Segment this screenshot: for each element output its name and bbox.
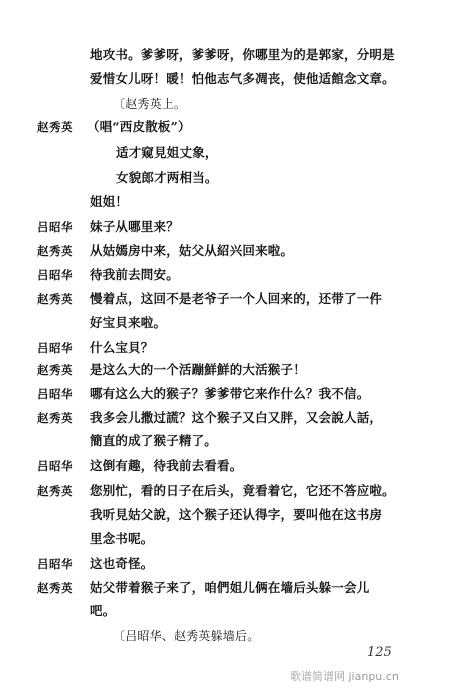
dialogue-line: 姐姐！ bbox=[90, 194, 129, 209]
speaker-name: 吕昭华 bbox=[37, 557, 73, 571]
speaker-name: 吕昭华 bbox=[37, 220, 73, 234]
verse-line: 女貌郎才两相当。 bbox=[116, 170, 218, 185]
speaker-name: 吕昭华 bbox=[37, 341, 73, 355]
dialogue-line: 里念书呢。 bbox=[90, 531, 154, 546]
dialogue-line: 姑父带着猴子来了，咱們姐儿俩在墙后头躲一会儿 bbox=[90, 580, 370, 595]
speaker-name: 赵秀英 bbox=[37, 292, 73, 306]
watermark: 歌谱简谱网 jianpu.cn bbox=[290, 670, 399, 683]
dialogue-line: 吧。 bbox=[90, 603, 116, 618]
dialogue-line: 好宝貝来啦。 bbox=[90, 315, 167, 330]
speaker-name: 赵秀英 bbox=[37, 484, 73, 498]
stage-direction: 〔赵秀英上。 bbox=[113, 97, 187, 111]
speaker-name: 吕昭华 bbox=[37, 459, 73, 473]
dialogue-line: 簡直的成了猴子精了。 bbox=[90, 433, 218, 448]
dialogue-line: 妹子从哪里来？ bbox=[90, 219, 179, 234]
dialogue-line: 爱惜女儿呀！暖！怕他志气多凋丧，使他适館念文章。 bbox=[90, 71, 395, 86]
dialogue-line: 这倒有趣，待我前去看看。 bbox=[90, 458, 243, 473]
dialogue-line: 什么宝貝？ bbox=[90, 340, 154, 355]
speaker-name: 吕昭华 bbox=[37, 268, 73, 282]
verse-line: 适才窥見姐丈象， bbox=[116, 145, 218, 160]
page-number: 125 bbox=[367, 645, 392, 660]
dialogue-line: 地攻书。爹爹呀，爹爹呀，你哪里为的是郭家，分明是 bbox=[90, 47, 395, 62]
speaker-name: 赵秀英 bbox=[37, 411, 73, 425]
speaker-name: 吕昭华 bbox=[37, 387, 73, 401]
dialogue-line: 我听見姑父說，这个猴子还认得字，要叫他在这书房 bbox=[90, 507, 383, 522]
speaker-name: 赵秀英 bbox=[37, 363, 73, 377]
dialogue-line: 待我前去問安。 bbox=[90, 267, 179, 282]
speaker-name: 赵秀英 bbox=[37, 120, 73, 134]
dialogue-line: 从姑嫣房中来，姑父从紹兴回来啦。 bbox=[90, 243, 294, 258]
speaker-name: 赵秀英 bbox=[37, 581, 73, 595]
dialogue-line: 您别忙，看的日子在后头，竟看着它，它还不答应啦。 bbox=[90, 483, 395, 498]
dialogue-line: 哪有这么大的猴子？爹爹带它来作什么？我不信。 bbox=[90, 386, 370, 401]
dialogue-line: 这也奇怪。 bbox=[90, 556, 154, 571]
dialogue-line: 慢着点，这回不是老爷子一个人回来的，还带了一件 bbox=[90, 291, 383, 306]
dialogue-line: （唱“西皮散板”） bbox=[87, 119, 191, 134]
stage-direction: 〔吕昭华、赵秀英躲墙后。 bbox=[113, 629, 260, 643]
dialogue-line: 是这么大的一个活蹦鮮鮮的大活猴子！ bbox=[90, 362, 306, 377]
speaker-name: 赵秀英 bbox=[37, 244, 73, 258]
dialogue-line: 我多会儿撒过謊？这个猴子又白又胖，又会說人話， bbox=[90, 410, 383, 425]
